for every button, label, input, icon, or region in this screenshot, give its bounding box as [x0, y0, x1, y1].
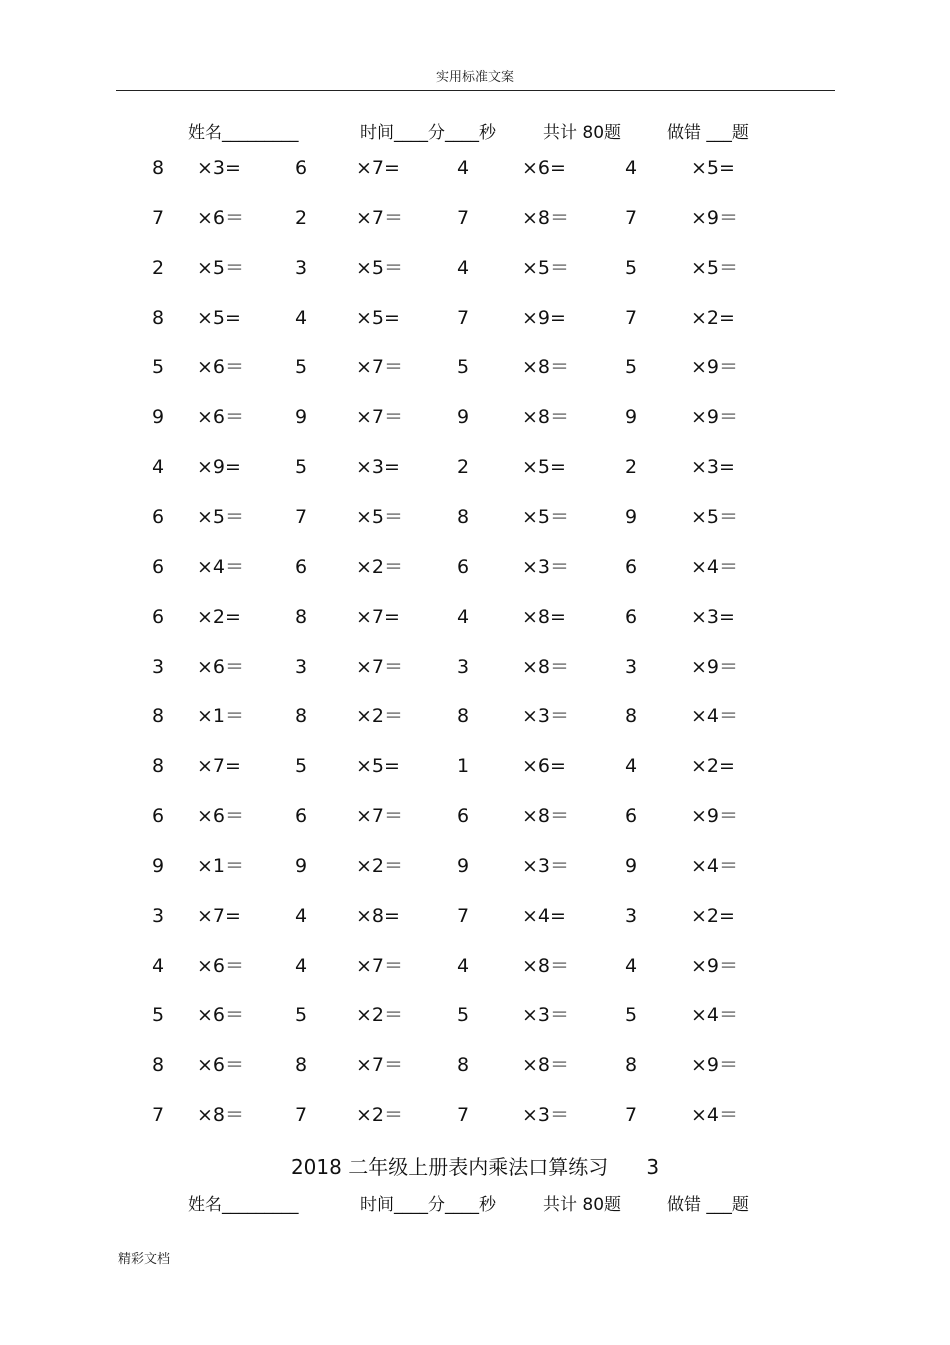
problem-operand: 4 — [152, 955, 165, 977]
problem-multiplier: ×5= — [356, 755, 400, 777]
total-count-label: 共计 80题 — [543, 1195, 622, 1215]
problem-multiplier: ×3＝ — [522, 855, 570, 877]
problem-operand: 4 — [295, 955, 308, 977]
problem-operand: 4 — [625, 755, 638, 777]
problem-multiplier: ×6＝ — [197, 656, 245, 678]
problem-multiplier: ×8＝ — [522, 406, 570, 428]
problem-operand: 5 — [295, 456, 308, 478]
problem-operand: 6 — [457, 805, 470, 827]
problem-operand: 4 — [295, 905, 308, 927]
problem-operand: 8 — [625, 1054, 638, 1076]
problem-operand: 9 — [295, 406, 308, 428]
problem-operand: 6 — [152, 556, 165, 578]
problem-operand: 9 — [457, 855, 470, 877]
problem-multiplier: ×5＝ — [197, 506, 245, 528]
problem-multiplier: ×9＝ — [691, 207, 739, 229]
problem-operand: 8 — [152, 1054, 165, 1076]
name-field-label: 姓名_________ — [188, 1195, 299, 1215]
problem-multiplier: ×3＝ — [522, 1004, 570, 1026]
problem-multiplier: ×2＝ — [356, 1104, 404, 1126]
problem-multiplier: ×8＝ — [522, 1054, 570, 1076]
problem-multiplier: ×7＝ — [356, 805, 404, 827]
problem-operand: 4 — [457, 606, 470, 628]
problem-row — [0, 654, 950, 680]
problem-operand: 9 — [457, 406, 470, 428]
problem-operand: 5 — [457, 1004, 470, 1026]
problem-multiplier: ×3＝ — [522, 556, 570, 578]
wrong-count-label: 做错 ___题 — [667, 123, 749, 143]
problem-row — [0, 753, 950, 779]
problem-multiplier: ×4＝ — [691, 1004, 739, 1026]
problem-operand: 6 — [295, 805, 308, 827]
problem-multiplier: ×7= — [356, 606, 400, 628]
problem-row — [0, 953, 950, 979]
problem-operand: 3 — [457, 656, 470, 678]
problem-multiplier: ×3= — [691, 606, 735, 628]
problem-operand: 9 — [295, 855, 308, 877]
page-header: 实用标准文案 — [435, 70, 514, 85]
problem-operand: 4 — [457, 955, 470, 977]
problem-row — [0, 1052, 950, 1078]
problem-multiplier: ×6＝ — [197, 207, 245, 229]
page-footer: 精彩文档 — [118, 1252, 171, 1267]
problem-operand: 5 — [625, 1004, 638, 1026]
problem-multiplier: ×1＝ — [197, 855, 245, 877]
problem-operand: 2 — [625, 456, 638, 478]
problem-operand: 5 — [152, 1004, 165, 1026]
problem-row — [0, 1102, 950, 1128]
problem-operand: 6 — [625, 556, 638, 578]
problem-operand: 8 — [295, 705, 308, 727]
problem-operand: 6 — [457, 556, 470, 578]
problem-row — [0, 803, 950, 829]
problem-operand: 3 — [152, 656, 165, 678]
problem-operand: 6 — [152, 606, 165, 628]
problem-multiplier: ×6＝ — [197, 1004, 245, 1026]
problem-operand: 9 — [625, 406, 638, 428]
problem-multiplier: ×6= — [522, 157, 566, 179]
problem-operand: 2 — [295, 207, 308, 229]
problem-operand: 4 — [152, 456, 165, 478]
problem-operand: 1 — [457, 755, 470, 777]
time-field-label: 时间____分____秒 — [360, 123, 496, 143]
problem-multiplier: ×6＝ — [197, 955, 245, 977]
problem-row — [0, 604, 950, 630]
problem-multiplier: ×5＝ — [522, 257, 570, 279]
problem-multiplier: ×1＝ — [197, 705, 245, 727]
problem-row — [0, 504, 950, 530]
problem-multiplier: ×5= — [691, 157, 735, 179]
problem-operand: 3 — [295, 257, 308, 279]
time-field-label: 时间____分____秒 — [360, 1195, 496, 1215]
problem-multiplier: ×9＝ — [691, 656, 739, 678]
problem-row — [0, 903, 950, 929]
problem-multiplier: ×5＝ — [197, 257, 245, 279]
problem-multiplier: ×5= — [197, 307, 241, 329]
problem-multiplier: ×3= — [356, 456, 400, 478]
problem-operand: 8 — [625, 705, 638, 727]
problem-multiplier: ×5＝ — [356, 257, 404, 279]
problem-multiplier: ×7＝ — [356, 406, 404, 428]
problem-operand: 3 — [295, 656, 308, 678]
problem-operand: 9 — [625, 855, 638, 877]
problem-operand: 8 — [457, 1054, 470, 1076]
problem-operand: 6 — [625, 805, 638, 827]
problem-operand: 7 — [457, 207, 470, 229]
problem-operand: 8 — [295, 606, 308, 628]
problem-row — [0, 554, 950, 580]
problem-multiplier: ×8＝ — [522, 955, 570, 977]
problem-multiplier: ×9＝ — [691, 955, 739, 977]
problem-multiplier: ×8＝ — [522, 207, 570, 229]
wrong-count-label: 做错 ___题 — [667, 1195, 749, 1215]
info-row-bottom — [0, 1190, 950, 1214]
problem-multiplier: ×7＝ — [356, 1054, 404, 1076]
problem-operand: 7 — [625, 307, 638, 329]
problem-multiplier: ×8＝ — [522, 805, 570, 827]
problem-multiplier: ×2= — [197, 606, 241, 628]
problem-multiplier: ×6= — [522, 755, 566, 777]
problem-row — [0, 305, 950, 331]
problem-multiplier: ×8= — [522, 606, 566, 628]
problem-operand: 3 — [625, 905, 638, 927]
problem-multiplier: ×6＝ — [197, 1054, 245, 1076]
problem-multiplier: ×3= — [197, 157, 241, 179]
name-field-label: 姓名_________ — [188, 123, 299, 143]
problem-operand: 5 — [295, 1004, 308, 1026]
problem-multiplier: ×9＝ — [691, 1054, 739, 1076]
problem-multiplier: ×7= — [356, 157, 400, 179]
problem-operand: 4 — [625, 955, 638, 977]
problem-multiplier: ×6＝ — [197, 356, 245, 378]
problem-operand: 4 — [295, 307, 308, 329]
problem-operand: 8 — [152, 755, 165, 777]
problem-multiplier: ×6＝ — [197, 805, 245, 827]
problem-multiplier: ×9＝ — [691, 805, 739, 827]
problem-multiplier: ×9＝ — [691, 356, 739, 378]
problem-row — [0, 404, 950, 430]
problem-row — [0, 1002, 950, 1028]
problem-multiplier: ×5= — [356, 307, 400, 329]
problem-multiplier: ×4＝ — [691, 556, 739, 578]
problem-multiplier: ×3= — [691, 456, 735, 478]
problem-operand: 8 — [457, 506, 470, 528]
problem-operand: 2 — [457, 456, 470, 478]
problem-multiplier: ×7= — [197, 755, 241, 777]
problem-operand: 8 — [457, 705, 470, 727]
problem-multiplier: ×7＝ — [356, 207, 404, 229]
problem-operand: 3 — [152, 905, 165, 927]
problem-operand: 7 — [152, 207, 165, 229]
problem-multiplier: ×3＝ — [522, 705, 570, 727]
section-title: 2018 二年级上册表内乘法口算练习 3 — [290, 1155, 660, 1179]
problem-multiplier: ×4＝ — [691, 1104, 739, 1126]
problem-multiplier: ×4= — [522, 905, 566, 927]
problem-operand: 6 — [295, 157, 308, 179]
problem-operand: 7 — [625, 207, 638, 229]
problem-operand: 9 — [152, 855, 165, 877]
problem-multiplier: ×7＝ — [356, 356, 404, 378]
problem-operand: 7 — [295, 506, 308, 528]
problem-operand: 7 — [625, 1104, 638, 1126]
problem-multiplier: ×2＝ — [356, 855, 404, 877]
problem-multiplier: ×2＝ — [356, 705, 404, 727]
problem-multiplier: ×2＝ — [356, 556, 404, 578]
problem-multiplier: ×2= — [691, 905, 735, 927]
problem-operand: 5 — [457, 356, 470, 378]
problem-row — [0, 703, 950, 729]
problem-multiplier: ×4＝ — [691, 855, 739, 877]
problem-multiplier: ×5＝ — [691, 506, 739, 528]
problem-multiplier: ×4＝ — [197, 556, 245, 578]
problem-operand: 7 — [295, 1104, 308, 1126]
problem-multiplier: ×3＝ — [522, 1104, 570, 1126]
problem-operand: 8 — [152, 705, 165, 727]
problem-operand: 9 — [152, 406, 165, 428]
problem-multiplier: ×8＝ — [522, 356, 570, 378]
problem-operand: 4 — [625, 157, 638, 179]
problem-multiplier: ×9= — [522, 307, 566, 329]
problem-operand: 5 — [295, 755, 308, 777]
problem-multiplier: ×7＝ — [356, 955, 404, 977]
problem-operand: 8 — [152, 307, 165, 329]
problem-multiplier: ×6＝ — [197, 406, 245, 428]
problem-operand: 4 — [457, 257, 470, 279]
problem-multiplier: ×9＝ — [691, 406, 739, 428]
problem-multiplier: ×5＝ — [522, 506, 570, 528]
problem-row — [0, 205, 950, 231]
problem-multiplier: ×7= — [197, 905, 241, 927]
problem-operand: 5 — [295, 356, 308, 378]
problem-operand: 5 — [152, 356, 165, 378]
problem-row — [0, 354, 950, 380]
problem-operand: 5 — [625, 257, 638, 279]
problem-multiplier: ×8＝ — [522, 656, 570, 678]
problem-row — [0, 853, 950, 879]
problem-multiplier: ×5＝ — [691, 257, 739, 279]
problem-operand: 3 — [625, 656, 638, 678]
problem-multiplier: ×5= — [522, 456, 566, 478]
problem-row — [0, 155, 950, 181]
problem-operand: 8 — [152, 157, 165, 179]
problem-operand: 5 — [625, 356, 638, 378]
problem-operand: 8 — [295, 1054, 308, 1076]
problem-multiplier: ×5＝ — [356, 506, 404, 528]
problem-multiplier: ×7＝ — [356, 656, 404, 678]
problem-multiplier: ×8= — [356, 905, 400, 927]
problem-operand: 6 — [625, 606, 638, 628]
problem-multiplier: ×4＝ — [691, 705, 739, 727]
problem-operand: 7 — [152, 1104, 165, 1126]
problem-operand: 7 — [457, 905, 470, 927]
problem-operand: 9 — [625, 506, 638, 528]
problem-operand: 2 — [152, 257, 165, 279]
problem-multiplier: ×2＝ — [356, 1004, 404, 1026]
problem-multiplier: ×2= — [691, 307, 735, 329]
problem-operand: 7 — [457, 307, 470, 329]
problem-multiplier: ×2= — [691, 755, 735, 777]
problem-operand: 7 — [457, 1104, 470, 1126]
problem-row — [0, 255, 950, 281]
problem-multiplier: ×9= — [197, 456, 241, 478]
total-count-label: 共计 80题 — [543, 123, 622, 143]
problem-operand: 6 — [295, 556, 308, 578]
problem-operand: 6 — [152, 805, 165, 827]
problem-operand: 4 — [457, 157, 470, 179]
problem-row — [0, 454, 950, 480]
problem-multiplier: ×8＝ — [197, 1104, 245, 1126]
problem-operand: 6 — [152, 506, 165, 528]
